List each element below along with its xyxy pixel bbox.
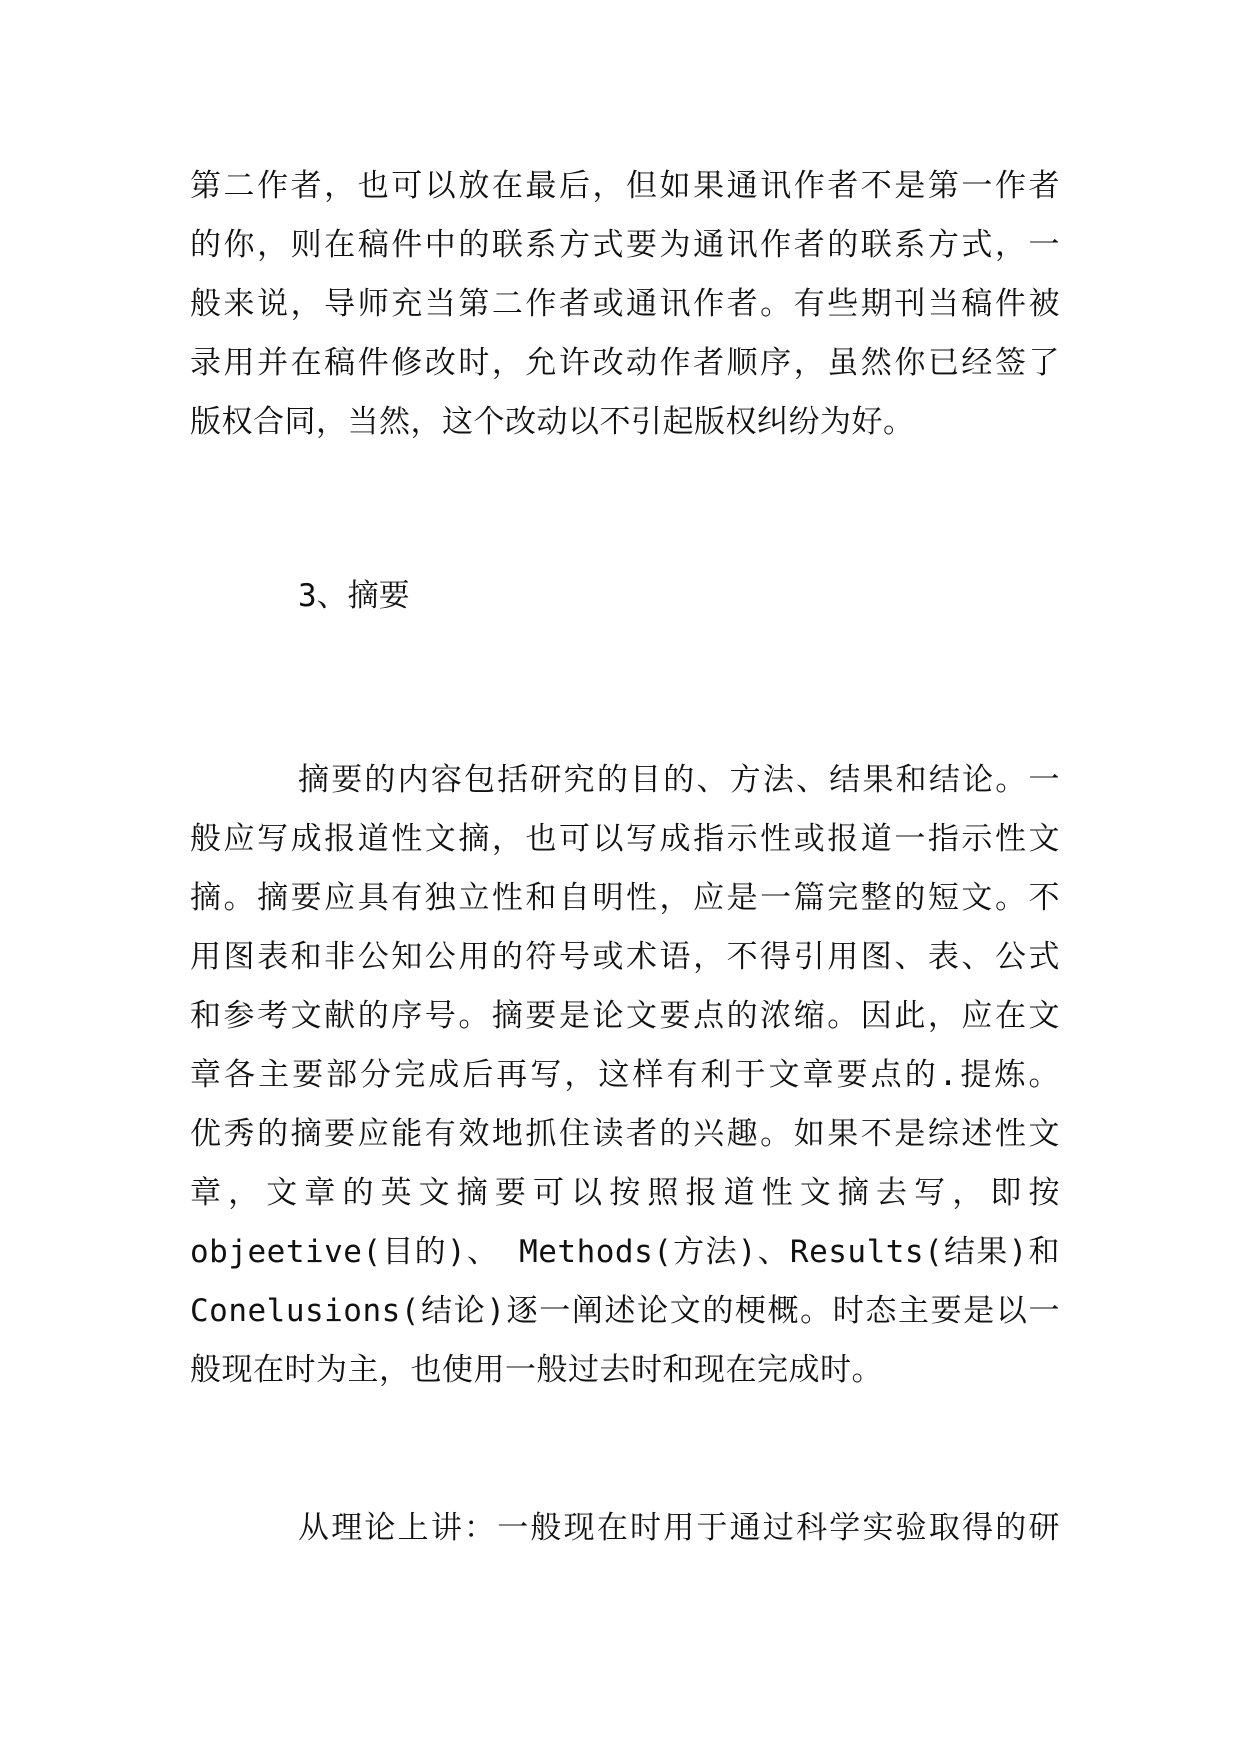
text-line: 摘。摘要应具有独立性和自明性，应是一篇完整的短文。不 <box>190 880 1060 916</box>
section-heading: 3、摘要 <box>298 578 410 614</box>
text-line: 第二作者，也可以放在最后，但如果通讯作者不是第一作者 <box>190 168 1060 204</box>
text-line: 般现在时为主，也使用一般过去时和现在完成时。 <box>190 1352 883 1388</box>
text-line: 录用并在稿件修改时，允许改动作者顺序，虽然你已经签了 <box>190 345 1060 381</box>
text-line: 版权合同，当然，这个改动以不引起版权纠纷为好。 <box>190 404 915 440</box>
text-line: 般来说，导师充当第二作者或通讯作者。有些期刊当稿件被 <box>190 286 1060 322</box>
text-line: Conelusions(结论)逐一阐述论文的梗概。时态主要是以一 <box>190 1293 1060 1329</box>
text-line: 章，文章的英文摘要可以按照报道性文摘去写，即按 <box>190 1175 1060 1211</box>
text-line: objeetive(目的)、 Methods(方法)、Results(结果)和 <box>190 1234 1060 1270</box>
text-line: 摘要的内容包括研究的目的、方法、结果和结论。一 <box>298 762 1060 798</box>
text-line: 般应写成报道性文摘，也可以写成指示性或报道一指示性文 <box>190 821 1060 857</box>
text-line: 优秀的摘要应能有效地抓住读者的兴趣。如果不是综述性文 <box>190 1116 1060 1152</box>
text-line: 用图表和非公知公用的符号或术语，不得引用图、表、公式 <box>190 939 1060 975</box>
text-line: 章各主要部分完成后再写，这样有利于文章要点的.提炼。 <box>190 1057 1060 1093</box>
text-line: 从理论上讲：一般现在时用于通过科学实验取得的研 <box>298 1510 1060 1546</box>
text-line: 和参考文献的序号。摘要是论文要点的浓缩。因此，应在文 <box>190 998 1060 1034</box>
text-line: 的你，则在稿件中的联系方式要为通讯作者的联系方式，一 <box>190 227 1060 263</box>
